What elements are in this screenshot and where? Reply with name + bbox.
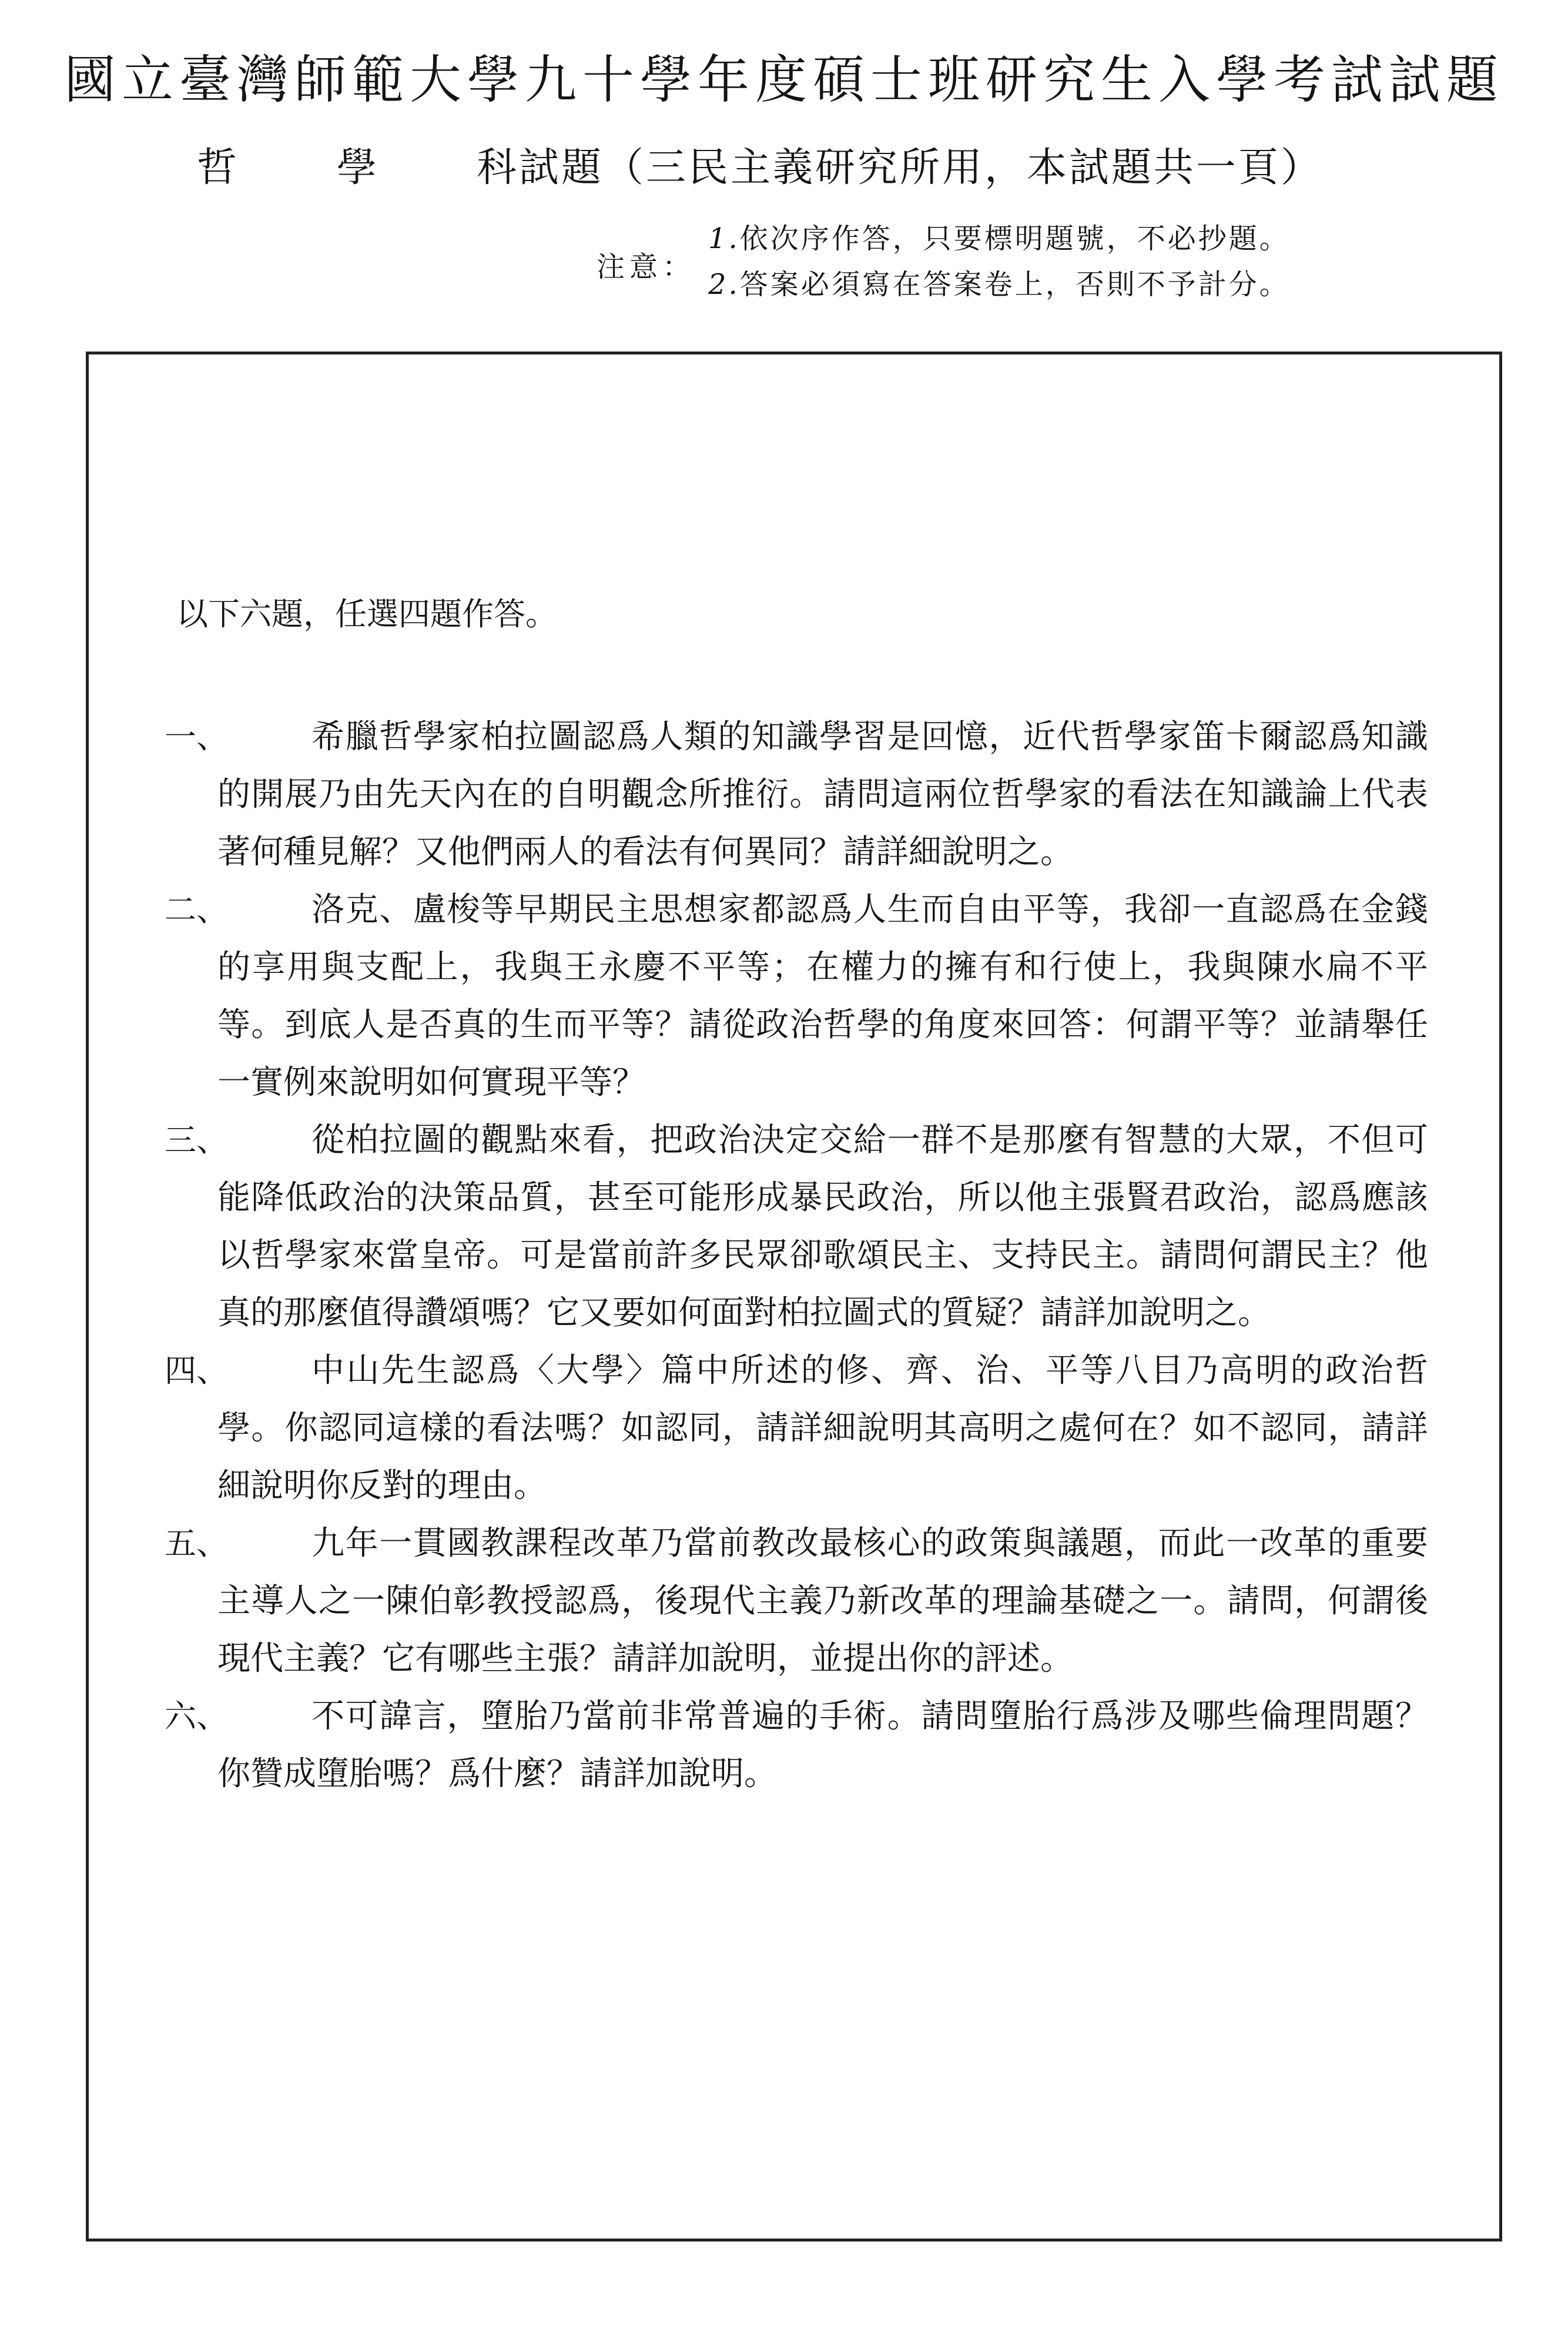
notice-label: 注意： xyxy=(597,250,696,283)
question-number: 四、 xyxy=(165,1352,228,1389)
question-item xyxy=(165,881,1428,1112)
question-item xyxy=(165,1112,1428,1342)
question-number: 五、 xyxy=(165,1525,228,1562)
question-text: 洛克、盧梭等早期民主思想家都認爲人生而自由平等，我卻一直認爲在金錢的享用與支配上，我與王永慶不平等；在權力的擁有和行使上，我與陳水扁不平等。到底人是否真的生而平等？請從政治哲學的角度來回答：何謂平等？並請舉任一實例來說明如何實現平等？ xyxy=(217,891,1428,1102)
subject-name: 哲學 xyxy=(197,145,477,191)
exam-title: 國立臺灣師範大學九十學年度碩士班研究生入學考試試題 xyxy=(63,49,1504,110)
question-text: 希臘哲學家柏拉圖認爲人類的知識學習是回憶，近代哲學家笛卡爾認爲知識的開展乃由先天內在的自明觀念所推衍。請問這兩位哲學家的看法在知識論上代表著何種見解？又他們兩人的看法有何異同？請詳細說明之。 xyxy=(217,718,1428,871)
question-text: 從柏拉圖的觀點來看，把政治決定交給一群不是那麼有智慧的大眾，不但可能降低政治的決策品質，甚至可能形成暴民政治，所以他主張賢君政治，認爲應該以哲學家來當皇帝。可是當前許多民眾卻歌頌民主、支持民主。請問何謂民主？他真的那麼值得讚頌嗎？它又要如何面對柏拉圖式的質疑？請詳加說明之。 xyxy=(217,1121,1428,1332)
question-item xyxy=(165,1342,1428,1515)
notice-item-text: 依次序作答，只要標明題號，不必抄題。 xyxy=(739,222,1290,255)
question-number: 三、 xyxy=(165,1122,228,1159)
question-list xyxy=(165,708,1428,1803)
notice-item xyxy=(708,222,1290,270)
question-number: 二、 xyxy=(165,891,228,928)
notice-item-number: 1. xyxy=(708,222,740,255)
notice-item-text: 答案必須寫在答案卷上，否則不予計分。 xyxy=(739,268,1290,301)
notice-items xyxy=(708,222,1290,316)
question-item xyxy=(165,1515,1428,1688)
notice-item-number: 2. xyxy=(708,268,740,301)
question-number: 六、 xyxy=(165,1698,228,1735)
question-text: 中山先生認爲〈大學〉篇中所述的修、齊、治、平等八目乃高明的政治哲學。你認同這樣的看法嗎？如認同，請詳細說明其高明之處何在？如不認同，請詳細說明你反對的理由。 xyxy=(217,1351,1428,1505)
notice-item xyxy=(708,270,1290,316)
question-item xyxy=(165,1688,1428,1803)
instructions: 以下六題，任選四題作答。 xyxy=(176,595,557,633)
question-text: 九年一貫國教課程改革乃當前教改最核心的政策與議題，而此一改革的重要主導人之一陳伯彰教授認爲，後現代主義乃新改革的理論基礎之一。請問，何謂後現代主義？它有哪些主張？請詳加說明，並提出你的評述。 xyxy=(217,1524,1428,1678)
question-number: 一、 xyxy=(165,718,228,755)
subject-suffix: 科試題（三民主義研究所用，本試題共一頁） xyxy=(477,145,1324,191)
question-item xyxy=(165,708,1428,881)
question-text: 不可諱言，墮胎乃當前非常普遍的手術。請問墮胎行爲涉及哪些倫理問題？你贊成墮胎嗎？爲什麼？請詳加說明。 xyxy=(217,1697,1428,1793)
subject-line xyxy=(197,145,1324,191)
